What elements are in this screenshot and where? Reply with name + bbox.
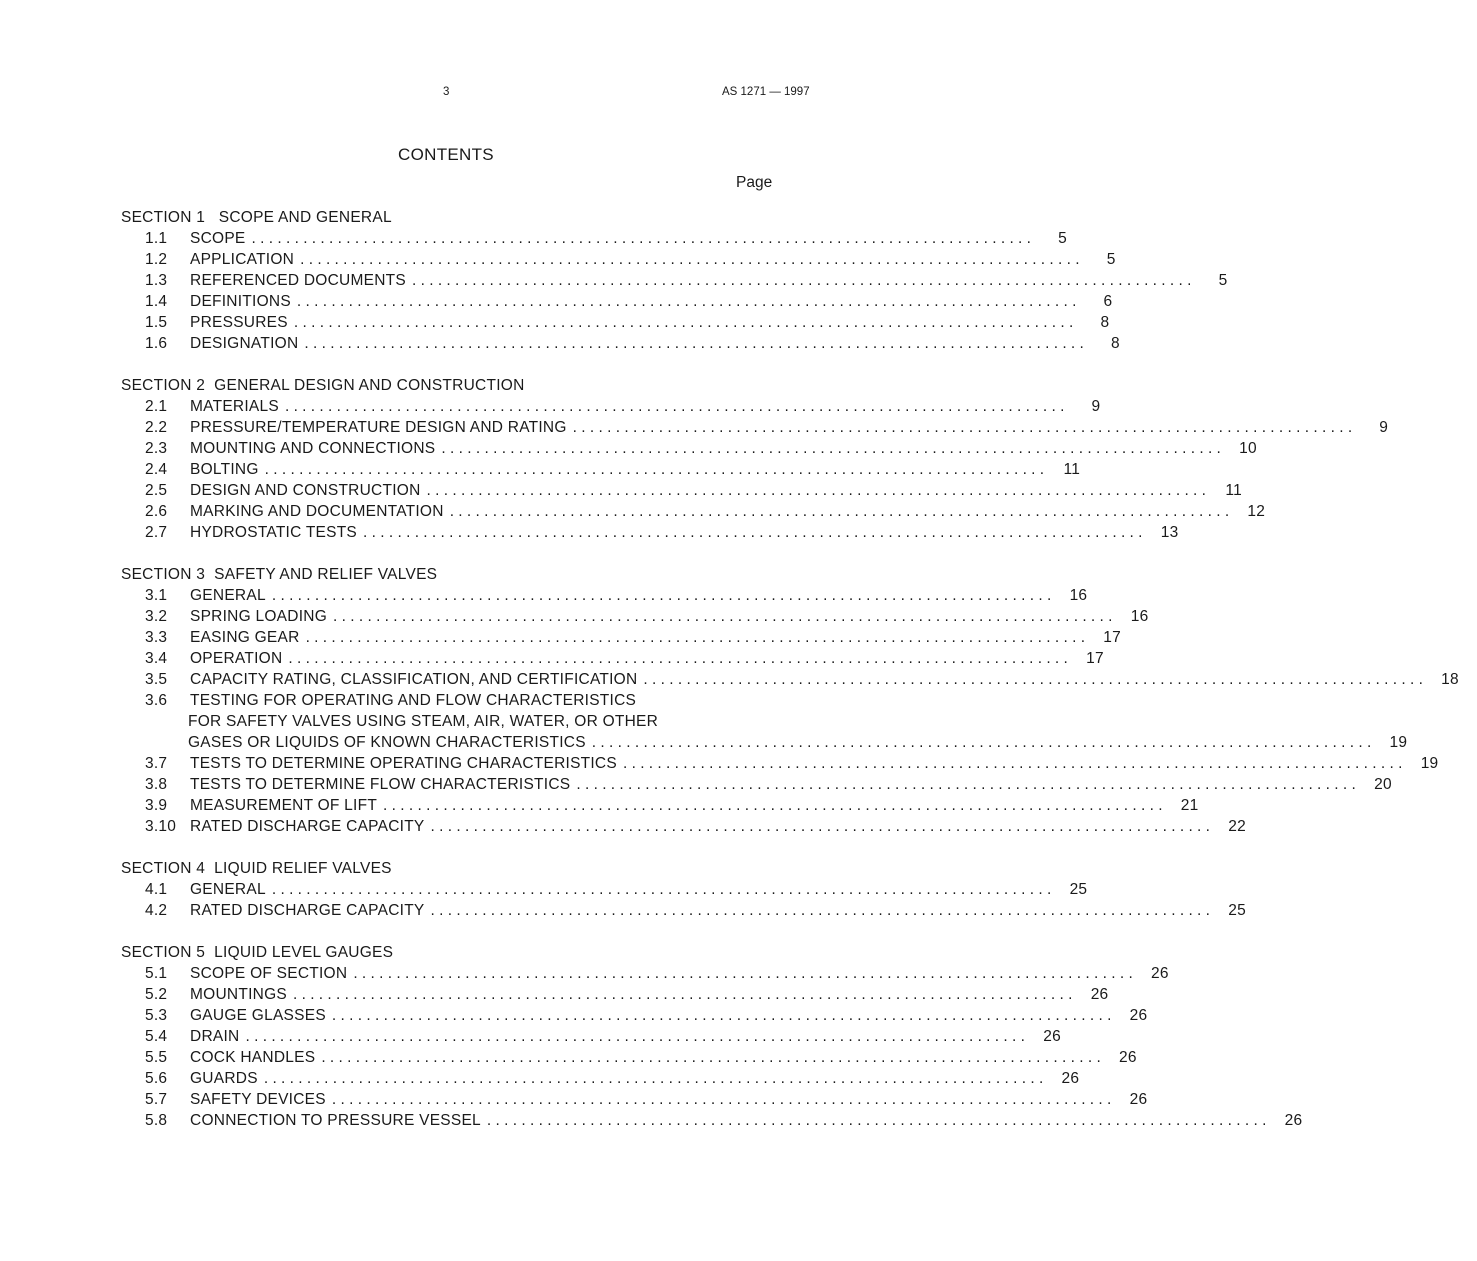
entry-page: 26 [1129, 1091, 1148, 1108]
toc-entry [121, 669, 1459, 690]
toc-entry [121, 396, 1101, 417]
entry-title: PRESSURES [190, 314, 288, 331]
toc-entry [121, 1068, 1080, 1089]
toc-entry [121, 1089, 1148, 1110]
toc-entry [121, 963, 1169, 984]
entry-number: 5.1 [145, 965, 168, 982]
entry-number: 5.5 [145, 1049, 168, 1066]
toc-entry [121, 228, 1067, 249]
entry-number: 3.1 [145, 587, 168, 604]
entry-title: SPRING LOADING [190, 608, 327, 625]
entry-number: 3.8 [145, 776, 168, 793]
entry-page: 16 [1069, 587, 1088, 604]
toc-entry [121, 816, 1246, 837]
dot-leader [586, 732, 1377, 753]
entry-page: 11 [1225, 482, 1242, 499]
toc-entry [121, 606, 1149, 627]
dot-leader [567, 417, 1358, 438]
entry-page: 8 [1100, 314, 1110, 331]
toc-entry [121, 585, 1088, 606]
dot-leader [239, 1026, 1030, 1047]
entry-page: 6 [1103, 293, 1113, 310]
entry-number: 5.4 [145, 1028, 168, 1045]
entry-page: 26 [1119, 1049, 1137, 1066]
entry-page: 8 [1110, 335, 1120, 352]
entry-page: 11 [1063, 461, 1081, 478]
dot-leader [287, 984, 1078, 1005]
entry-number: 1.2 [145, 251, 168, 268]
entry-title: RATED DISCHARGE CAPACITY [190, 818, 425, 835]
toc-entry [121, 690, 1408, 753]
section-title: SECTION 2 GENERAL DESIGN AND CONSTRUCTION [121, 377, 525, 394]
entry-number: 2.2 [145, 419, 168, 436]
toc-entry [121, 417, 1389, 438]
entry-title-line: GASES OR LIQUIDS OF KNOWN CHARACTERISTICS [188, 734, 586, 751]
entry-page: 26 [1061, 1070, 1080, 1087]
entry-number: 3.4 [145, 650, 168, 667]
header-page-number: 3 [443, 86, 450, 98]
toc-entry [121, 312, 1110, 333]
entry-title: EASING GEAR [190, 629, 300, 646]
entry-title: GENERAL [190, 587, 266, 604]
entry-page: 20 [1374, 776, 1392, 793]
section-title: SECTION 5 LIQUID LEVEL GAUGES [121, 944, 394, 961]
toc-entry [121, 879, 1088, 900]
entry-title: MOUNTING AND CONNECTIONS [190, 440, 436, 457]
toc-entry [121, 648, 1104, 669]
entry-page: 10 [1239, 440, 1257, 457]
dot-leader [282, 648, 1073, 669]
entry-title: SAFETY DEVICES [190, 1091, 326, 1108]
dot-leader [279, 396, 1070, 417]
dot-leader [617, 753, 1408, 774]
toc-entry [121, 753, 1439, 774]
toc-entry [121, 1026, 1061, 1047]
entry-title-line: FOR SAFETY VALVES USING STEAM, AIR, WATER, OR OTHER [188, 713, 659, 730]
entry-page: 21 [1180, 797, 1199, 814]
entry-number: 3.7 [145, 755, 168, 772]
entry-title: MATERIALS [190, 398, 279, 415]
entry-title: CAPACITY RATING, CLASSIFICATION, AND CERTIFICATION [190, 671, 638, 688]
entry-number: 2.1 [145, 398, 168, 415]
toc-entry [121, 627, 1122, 648]
dot-leader [444, 501, 1235, 522]
dot-leader [315, 1047, 1106, 1068]
entry-number: 2.4 [145, 461, 168, 478]
dot-leader [481, 1110, 1272, 1131]
entry-number: 3.10 [145, 818, 177, 835]
entry-title: DESIGNATION [190, 335, 299, 352]
entry-number: 3.5 [145, 671, 168, 688]
entry-page: 19 [1389, 734, 1408, 751]
entry-title: DEFINITIONS [190, 293, 291, 310]
entry-page: 26 [1129, 1007, 1148, 1024]
dot-leader [570, 774, 1361, 795]
entry-title: COCK HANDLES [190, 1049, 316, 1066]
dot-leader [298, 333, 1089, 354]
toc-entry [121, 438, 1257, 459]
toc-section [121, 375, 1389, 543]
section-title: SECTION 4 LIQUID RELIEF VALVES [121, 860, 392, 877]
entry-title: MEASUREMENT OF LIFT [190, 797, 378, 814]
entry-page: 19 [1420, 755, 1439, 772]
section-title: SECTION 1 SCOPE AND GENERAL [121, 209, 392, 226]
dot-leader [435, 438, 1226, 459]
entry-title-line: TESTING FOR OPERATING AND FLOW CHARACTERISTICS [190, 692, 637, 709]
entry-number: 2.7 [145, 524, 168, 541]
entry-number: 1.6 [145, 335, 168, 352]
entry-page: 13 [1160, 524, 1179, 541]
entry-number: 5.8 [145, 1112, 168, 1129]
entry-number: 3.6 [145, 692, 168, 709]
dot-leader [421, 480, 1212, 501]
toc-section [121, 858, 1246, 921]
entry-page: 25 [1228, 902, 1246, 919]
entry-title: MOUNTINGS [190, 986, 287, 1003]
entry-page: 12 [1247, 503, 1266, 520]
entry-page: 25 [1069, 881, 1088, 898]
dot-leader [425, 900, 1216, 921]
toc-entry [121, 774, 1392, 795]
dot-leader [259, 459, 1050, 480]
entry-title: GENERAL [190, 881, 266, 898]
entry-page: 26 [1284, 1112, 1303, 1129]
page-column-label: Page [736, 174, 773, 191]
entry-title: SCOPE OF SECTION [190, 965, 348, 982]
entry-title: OPERATION [190, 650, 283, 667]
toc-entry [121, 480, 1242, 501]
entry-number: 4.2 [145, 902, 168, 919]
entry-title: BOLTING [190, 461, 259, 478]
entry-number: 3.9 [145, 797, 168, 814]
dot-leader [294, 249, 1085, 270]
entry-page: 5 [1058, 230, 1067, 247]
entry-title: DRAIN [190, 1028, 240, 1045]
page-title: CONTENTS [398, 145, 494, 164]
header-standard-id: AS 1271 — 1997 [722, 86, 810, 98]
dot-leader [357, 522, 1148, 543]
entry-title: MARKING AND DOCUMENTATION [190, 503, 444, 520]
section-title: SECTION 3 SAFETY AND RELIEF VALVES [121, 566, 438, 583]
toc-entry [121, 1005, 1148, 1026]
entry-title: PRESSURE/TEMPERATURE DESIGN AND RATING [190, 419, 567, 436]
entry-number: 1.5 [145, 314, 168, 331]
entry-number: 1.3 [145, 272, 168, 289]
toc-entry [121, 1110, 1303, 1131]
toc-entry [121, 501, 1266, 522]
entry-number: 2.6 [145, 503, 168, 520]
table-of-contents [121, 207, 1459, 1152]
entry-title: CONNECTION TO PRESSURE VESSEL [190, 1112, 481, 1129]
entry-page: 5 [1106, 251, 1116, 268]
dot-leader [326, 1005, 1117, 1026]
entry-title: GUARDS [190, 1070, 258, 1087]
entry-number: 1.1 [145, 230, 168, 247]
toc-section [121, 564, 1459, 837]
entry-number: 3.2 [145, 608, 168, 625]
entry-number: 4.1 [145, 881, 168, 898]
dot-leader [637, 669, 1428, 690]
dot-leader [327, 606, 1118, 627]
entry-title: TESTS TO DETERMINE OPERATING CHARACTERISTICS [190, 755, 617, 772]
dot-leader [291, 291, 1082, 312]
dot-leader [377, 795, 1168, 816]
dot-leader [258, 1068, 1049, 1089]
entry-number: 5.3 [145, 1007, 168, 1024]
toc-entry [121, 900, 1246, 921]
entry-number: 1.4 [145, 293, 168, 310]
entry-page: 18 [1441, 671, 1459, 688]
dot-leader [266, 585, 1057, 606]
entry-number: 2.5 [145, 482, 168, 499]
toc-entry [121, 984, 1109, 1005]
entry-page: 26 [1090, 986, 1109, 1003]
entry-page: 5 [1218, 272, 1228, 289]
toc-section [121, 207, 1228, 354]
entry-page: 16 [1130, 608, 1149, 625]
entry-title: SCOPE [190, 230, 246, 247]
toc-entry [121, 270, 1228, 291]
dot-leader [288, 312, 1079, 333]
toc-entry [121, 459, 1081, 480]
dot-leader [246, 228, 1037, 249]
dot-leader [326, 1089, 1117, 1110]
toc-section [121, 942, 1303, 1131]
entry-title: RATED DISCHARGE CAPACITY [190, 902, 425, 919]
entry-page: 17 [1086, 650, 1104, 667]
dot-leader [347, 963, 1138, 984]
dot-leader [425, 816, 1216, 837]
dot-leader [266, 879, 1057, 900]
entry-page: 22 [1228, 818, 1246, 835]
toc-entry [121, 522, 1179, 543]
entry-title: GAUGE GLASSES [190, 1007, 326, 1024]
entry-page: 9 [1091, 398, 1101, 415]
entry-page: 26 [1151, 965, 1169, 982]
toc-entry [121, 249, 1116, 270]
entry-title: TESTS TO DETERMINE FLOW CHARACTERISTICS [190, 776, 571, 793]
toc-entry [121, 333, 1120, 354]
entry-title: APPLICATION [190, 251, 295, 268]
toc-entry [121, 795, 1199, 816]
entry-number: 2.3 [145, 440, 168, 457]
entry-page: 9 [1379, 419, 1389, 436]
entry-title: REFERENCED DOCUMENTS [190, 272, 406, 289]
entry-number: 5.2 [145, 986, 168, 1003]
entry-number: 5.7 [145, 1091, 168, 1108]
toc-entry [121, 291, 1113, 312]
dot-leader [300, 627, 1091, 648]
entry-page: 17 [1103, 629, 1122, 646]
entry-title: DESIGN AND CONSTRUCTION [190, 482, 421, 499]
dot-leader [406, 270, 1197, 291]
entry-number: 5.6 [145, 1070, 168, 1087]
toc-entry [121, 1047, 1137, 1068]
entry-number: 3.3 [145, 629, 168, 646]
entry-page: 26 [1043, 1028, 1061, 1045]
entry-title: HYDROSTATIC TESTS [190, 524, 358, 541]
